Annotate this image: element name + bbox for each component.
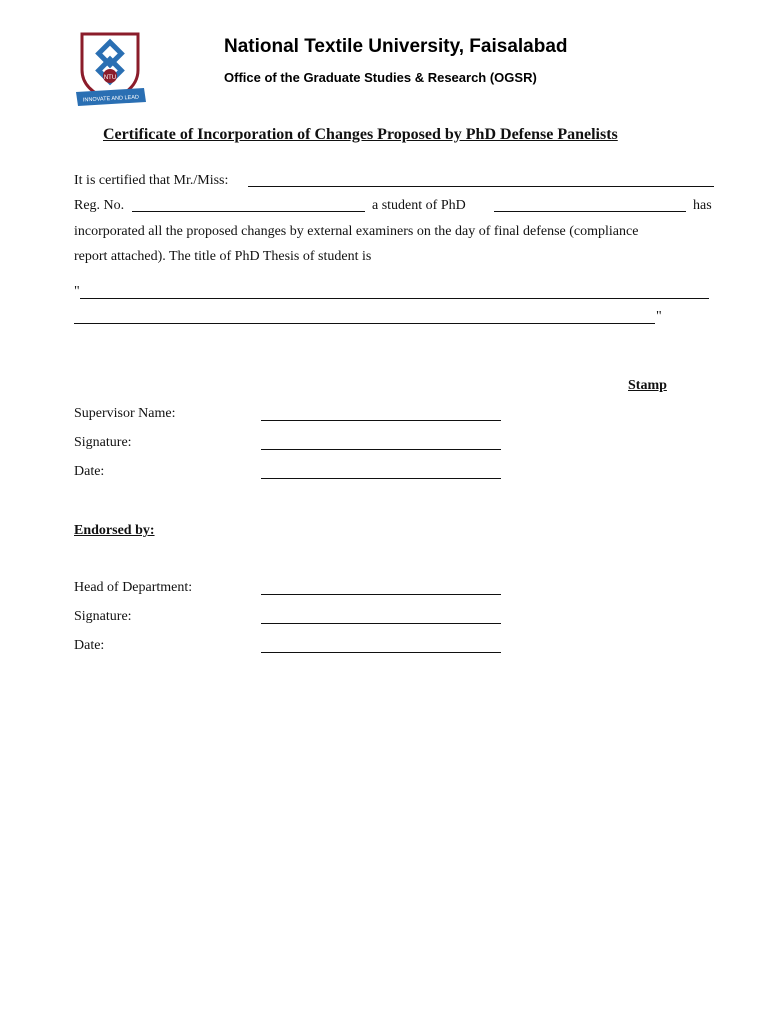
supervisor-date-line[interactable]: [261, 478, 501, 479]
student-name-line[interactable]: [248, 186, 714, 187]
reg-no-line[interactable]: [132, 211, 365, 212]
supervisor-signature-label: Signature:: [74, 435, 132, 450]
hod-signature-line[interactable]: [261, 623, 501, 624]
office-name: Office of the Graduate Studies & Research (OGSR): [224, 70, 537, 85]
supervisor-signature-line[interactable]: [261, 449, 501, 450]
logo-text: NTU: [103, 75, 117, 81]
supervisor-date-label: Date:: [74, 464, 105, 479]
supervisor-name-line[interactable]: [261, 420, 501, 421]
phd-program-line[interactable]: [494, 211, 686, 212]
thesis-title-line-1[interactable]: [80, 298, 709, 299]
hod-label: Head of Department:: [74, 580, 193, 595]
endorsed-by-heading: Endorsed by:: [74, 523, 155, 538]
close-quote: ": [656, 309, 662, 324]
student-of-phd-text: a student of PhD: [372, 198, 466, 213]
stamp-label: Stamp: [628, 378, 667, 393]
document-title: Certificate of Incorporation of Changes Proposed by PhD Defense Panelists: [103, 126, 618, 143]
thesis-title-intro: report attached). The title of PhD Thesis of student is: [74, 249, 372, 264]
hod-date-label: Date:: [74, 638, 105, 653]
ntu-crest-icon: [74, 30, 150, 108]
incorporated-text: incorporated all the proposed changes by external examiners on the day of final defense (compliance: [74, 224, 639, 239]
university-name: National Textile University, Faisalabad: [224, 36, 568, 57]
university-logo: [74, 30, 150, 108]
hod-signature-label: Signature:: [74, 609, 132, 624]
thesis-title-line-2[interactable]: [74, 323, 655, 324]
hod-name-line[interactable]: [261, 594, 501, 595]
supervisor-name-label: Supervisor Name:: [74, 406, 176, 421]
logo-motto: INNOVATE AND LEAD: [82, 94, 140, 104]
reg-no-label: Reg. No.: [74, 198, 125, 213]
open-quote: ": [74, 284, 80, 299]
hod-date-line[interactable]: [261, 652, 501, 653]
certified-label: It is certified that Mr./Miss:: [74, 173, 229, 188]
has-text: has: [693, 198, 712, 213]
